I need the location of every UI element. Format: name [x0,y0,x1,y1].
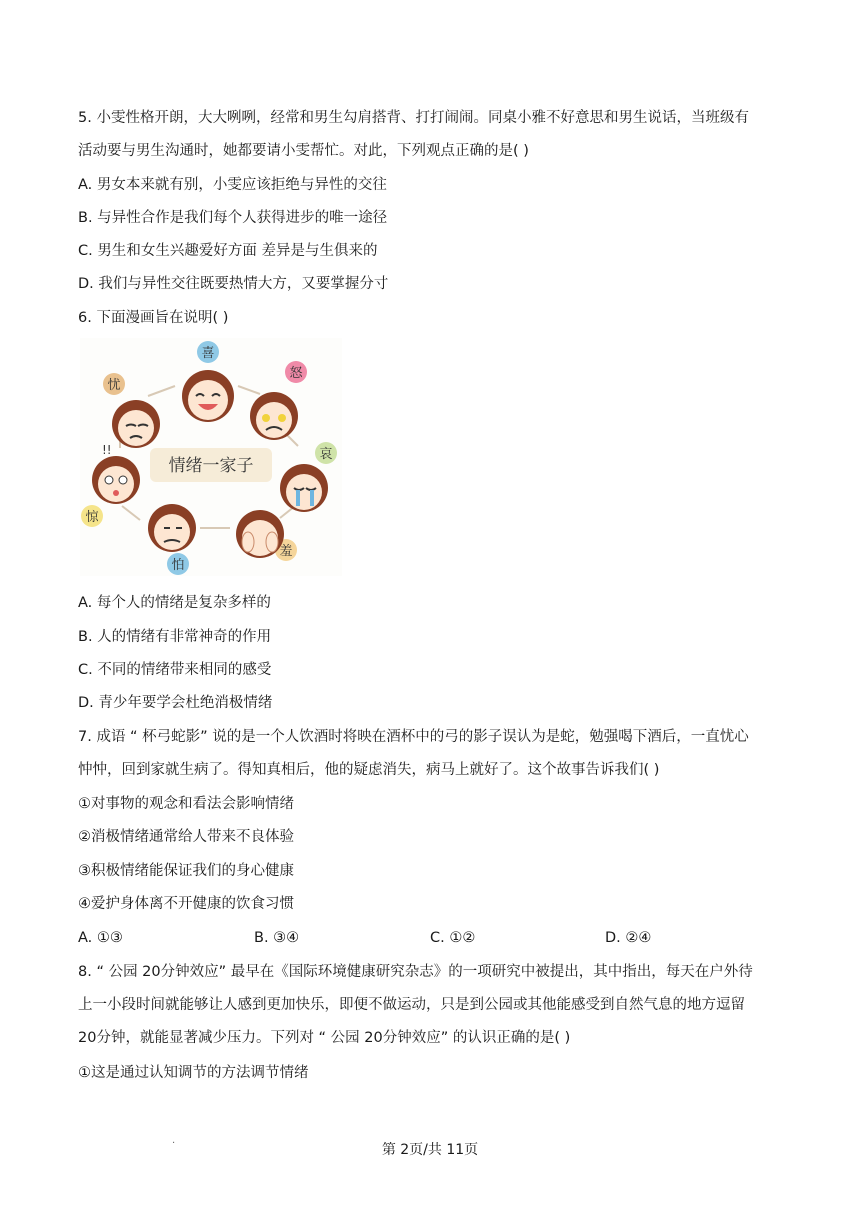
q8-item-1: ①这是通过认知调节的方法调节情绪 [78,1065,309,1081]
q7-item-2: ②消极情绪通常给人带来不良体验 [78,829,294,845]
face-ai [280,464,328,512]
q7-option-d: D. ②④ [605,930,652,946]
q7-options [78,928,788,948]
q7-item-1: ①对事物的观念和看法会影响情绪 [78,796,294,812]
q8-stem-line2: 上一小段时间就能够让人感到更加快乐，即便不做运动，只是到公园或其他能感受到自然气息的地方逗留 [78,997,745,1013]
q6-option-c: C. 不同的情绪带来相同的感受 [78,662,272,678]
q7-stem-line1: 7. 成语 “ 杯弓蛇影” 说的是一个人饮酒时将映在酒杯中的弓的影子误认为是蛇，勉强喝下酒后，一直忧心 [78,729,749,745]
q7-option-b: B. ③④ [254,930,300,946]
svg-text:!!: !! [102,443,112,457]
footer-dot: . [172,1135,176,1146]
q6-option-a: A. 每个人的情绪是复杂多样的 [78,595,271,611]
q6-option-d: D. 青少年要学会杜绝消极情绪 [78,695,273,711]
face-you [112,400,160,448]
badge-pa-label: 怕 [171,558,185,573]
badge-you-label: 忧 [107,378,121,393]
q5-stem-line1: 5. 小雯性格开朗，大大咧咧，经常和男生勾肩搭背、打打闹闹。同桌小雅不好意思和男生说话，当班级有 [78,110,749,126]
q5-option-b: B. 与异性合作是我们每个人获得进步的唯一途径 [78,210,388,226]
face-pa [148,504,196,552]
badge-jing-label: 惊 [85,510,99,525]
badge-xi-label: 喜 [201,346,215,361]
badge-ai-label: 哀 [319,447,333,462]
emotion-family-cartoon [80,338,342,576]
q6-option-b: B. 人的情绪有非常神奇的作用 [78,629,272,645]
q5-option-d: D. 我们与异性交往既要热情大方，又要掌握分寸 [78,276,389,292]
face-nu [250,392,298,440]
badge-nu-label: 怒 [289,366,303,381]
q5-option-a: A. 男女本来就有别，小雯应该拒绝与异性的交往 [78,177,387,193]
q7-stem-line2: 忡忡，回到家就生病了。得知真相后，他的疑虑消失，病马上就好了。这个故事告诉我们( ) [78,762,660,778]
center-label: 情绪一家子 [168,456,254,476]
q5-stem-line2: 活动要与男生沟通时，她都要请小雯帮忙。对此，下列观点正确的是( ) [78,143,529,159]
q7-option-a: A. ①③ [78,930,123,946]
q5-option-c: C. 男生和女生兴趣爱好方面 差异是与生俱来的 [78,243,378,259]
badge-xiu-label: 羞 [279,544,293,559]
q6-stem: 6. 下面漫画旨在说明( ) [78,310,229,326]
face-xiu [236,510,284,558]
q7-option-c: C. ①② [430,930,476,946]
q7-item-3: ③积极情绪能保证我们的身心健康 [78,863,294,879]
q8-stem-line1: 8. “ 公园 20分钟效应” 最早在《国际环境健康研究杂志》的一项研究中被提出，其中指出，每天在户外待 [78,964,753,980]
page-number: 第 2页/共 11页 [381,1142,479,1158]
q7-item-4: ④爱护身体离不开健康的饮食习惯 [78,896,294,912]
q8-stem-line3: 20分钟，就能显著减少压力。下列对 “ 公园 20分钟效应” 的认识正确的是( ) [78,1030,571,1046]
face-jing [92,443,140,504]
face-xi [182,370,234,422]
